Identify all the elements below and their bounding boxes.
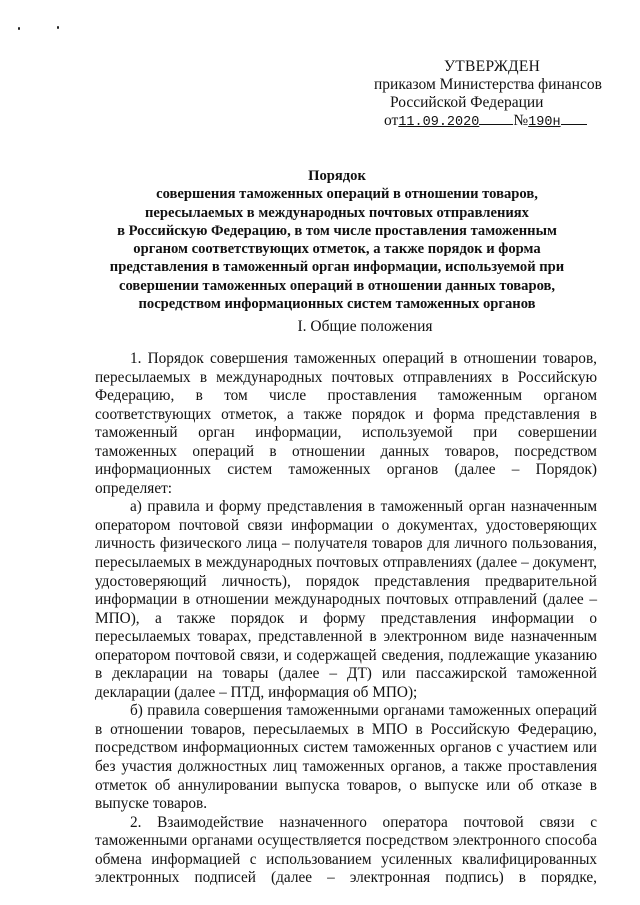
number-prefix: № (513, 112, 529, 129)
document-title (92, 167, 582, 313)
approval-order-line: приказом Министерства финансов (374, 76, 602, 93)
paragraph: а) правила и форму представления в таможенный орган назначенным оператором почтовой связи информации о документах, удостоверяющих личность физического лица – получателя товаров для личного пользования, пересылаемых в международных почтовых отправлениях (далее – документ, удостоверяющий личность), порядок представления предварительной информации в отношении международных почтовых отправлений (далее – МПО), а также порядок и форму представления информации о пересылаемых товарах, представленной в электронном виде назначенным оператором почтовой связи, и содержащей сведения, подлежащие указанию в декларации на товары (далее – ДТ) или пассажирской таможенной декларации (далее – ПТД, информация об МПО); (95, 498, 597, 701)
title-line: совершения таможенных операций в отношении товаров, (156, 186, 538, 203)
scan-speck (18, 27, 20, 30)
title-line: представления в таможенный орган информации, используемой при (109, 259, 565, 276)
approval-stamp-title: УТВЕРЖДЕН (444, 58, 541, 75)
document-body (95, 350, 597, 888)
approval-date-number-line (384, 112, 632, 132)
scan-speck (57, 26, 59, 29)
paragraph: б) правила совершения таможенными органами таможенных операций в отношении товаров, пересылаемых в МПО в Российскую Федерацию, посредством информационных систем таможенных органов с участием или без участия должностных лиц таможенных органов, а также проставления отметок об аннулировании выпуска товаров, о выпуске или об отказе в выпуске товаров. (95, 702, 597, 813)
order-date: 11.09.2020 (398, 115, 480, 130)
title-heading: Порядок (308, 168, 366, 184)
order-number: 190н (528, 115, 561, 130)
title-line: органом соответствующих отметок, а также порядок и форма (133, 241, 541, 258)
section-heading: I. Общие положения (297, 318, 433, 335)
underline-filler (561, 112, 587, 125)
title-line: посредством информационных систем таможенных органов (138, 296, 536, 313)
title-line: пересылаемых в международных почтовых отправлениях (145, 204, 529, 221)
approval-block (372, 58, 632, 132)
approval-country-line: Российской Федерации (390, 94, 544, 111)
date-prefix: от (384, 112, 399, 129)
paragraph: 2. Взаимодействие назначенного оператора почтовой связи с таможенными органами осуществляется посредством электронного способа обмена информацией с использованием усиленных квалифицированных электронных подписей (далее – электронная подпись) в порядке, (95, 813, 597, 887)
paragraph: 1. Порядок совершения таможенных операций в отношении товаров, пересылаемых в международных почтовых отправлениях в Российскую Федерацию, в том числе проставления таможенным органом соответствующих отметок, а также порядок и форма представления в таможенный орган информации, используемой при совершении таможенных операций в отношении данных товаров, посредством информационных систем таможенных органов (далее – Порядок) определяет: (95, 350, 597, 497)
title-line: в Российскую Федерацию, в том числе проставления таможенным (117, 222, 557, 239)
underline-filler (479, 112, 513, 125)
title-line: совершении таможенных операций в отношении данных товаров, (118, 277, 556, 294)
